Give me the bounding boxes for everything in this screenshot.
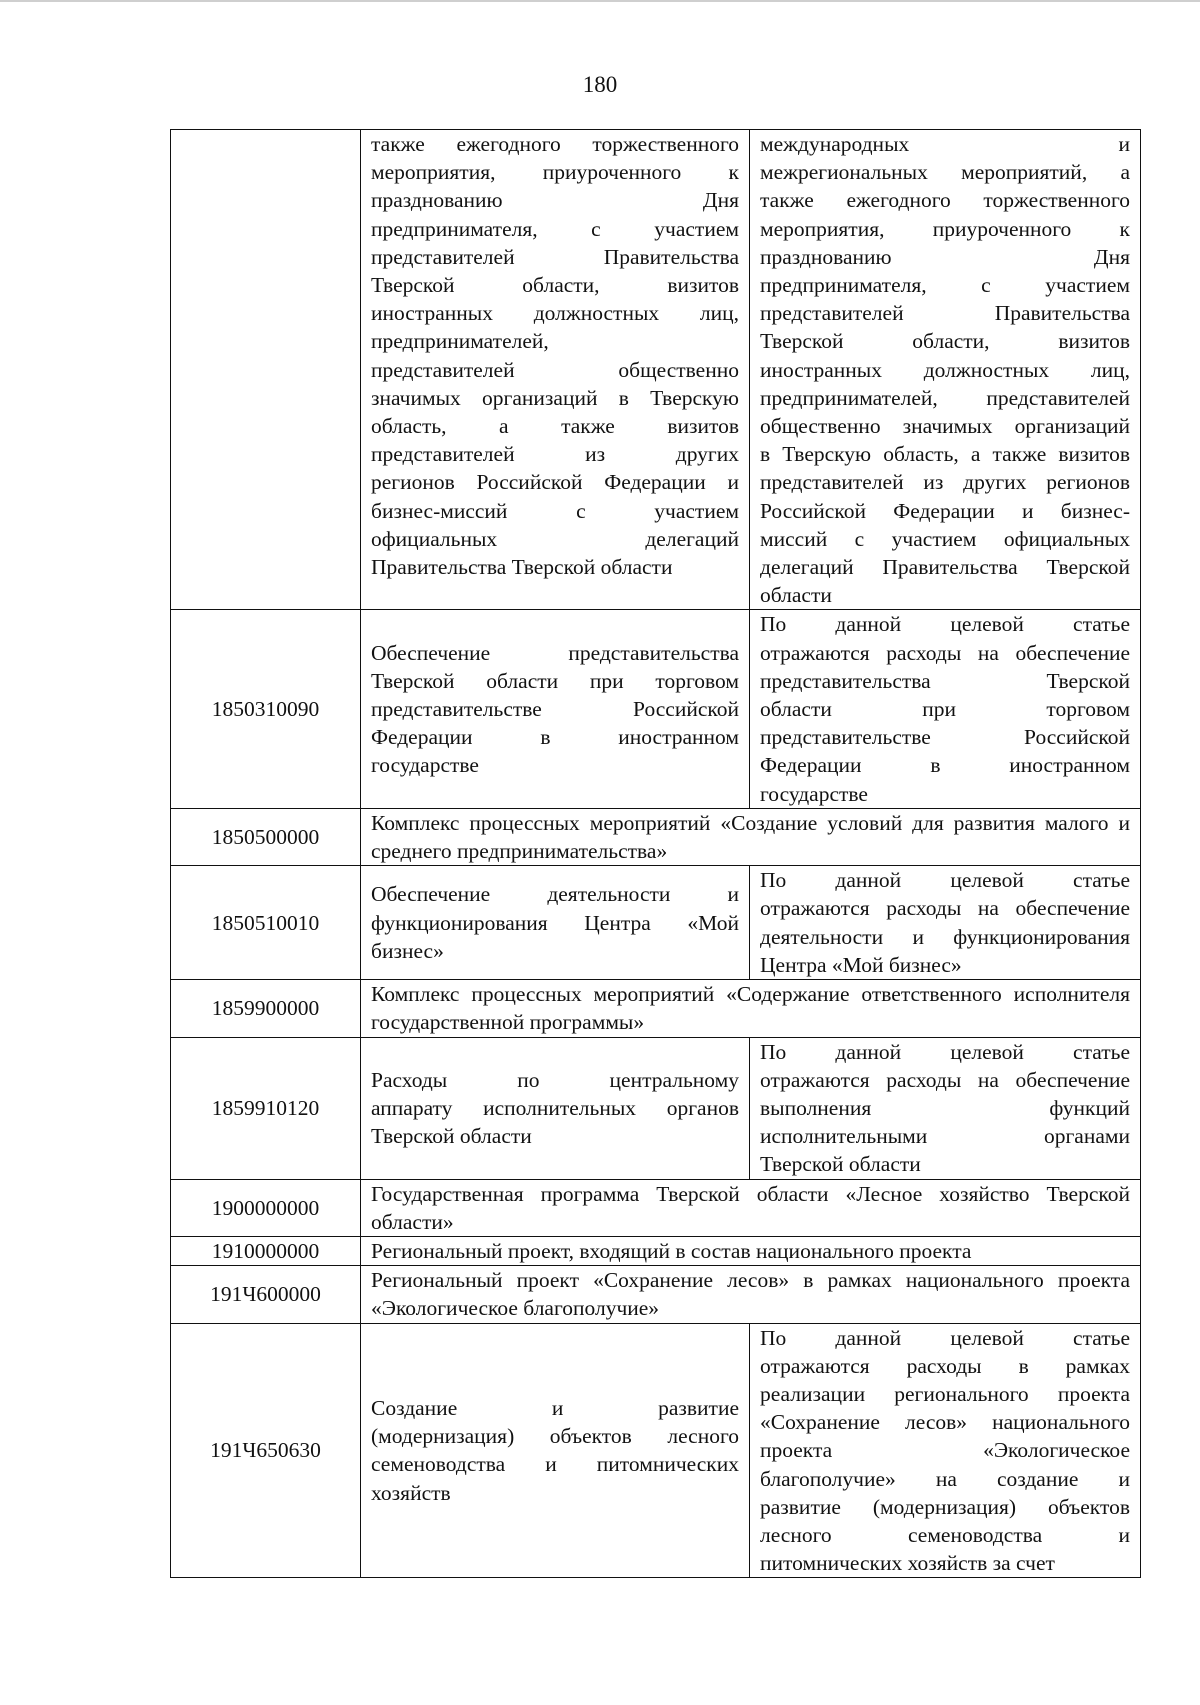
text-line: Тверской области bbox=[760, 1152, 921, 1177]
text-line: аппарату исполнительных органов bbox=[371, 1095, 739, 1120]
target-article-name bbox=[361, 1037, 750, 1179]
text-line: области при торговом bbox=[760, 697, 1130, 722]
text-line: «Сохранение лесов» национального bbox=[760, 1410, 1130, 1435]
table-row bbox=[171, 1037, 1141, 1179]
text-line: По данной целевой статье bbox=[760, 612, 1130, 637]
text-line: По данной целевой статье bbox=[760, 868, 1130, 893]
text-line: (модернизация) объектов лесного bbox=[371, 1424, 739, 1449]
text-line: исполнительными органами bbox=[760, 1124, 1130, 1149]
text-line: мероприятия, приуроченного к bbox=[760, 216, 1130, 241]
table-row bbox=[171, 610, 1141, 808]
target-article-name bbox=[361, 1323, 750, 1578]
text-line: проекта «Экологическое bbox=[760, 1438, 1130, 1463]
table-row bbox=[171, 1323, 1141, 1578]
text-line: Центра «Мой бизнес» bbox=[760, 952, 962, 977]
text-line: в Тверскую область, а также визитов bbox=[760, 442, 1130, 467]
text-line: Российской Федерации и бизнес- bbox=[760, 498, 1130, 523]
text-line: Тверской области, визитов bbox=[760, 329, 1130, 354]
text-line: Тверской области при торговом bbox=[371, 668, 739, 693]
target-article-code: 1859910120 bbox=[171, 1037, 361, 1179]
text-line: представительства Тверской bbox=[760, 668, 1130, 693]
text-line: отражаются расходы на обеспечение bbox=[760, 640, 1130, 665]
table-row bbox=[171, 1179, 1141, 1236]
text-line: иностранных должностных лиц, bbox=[760, 357, 1130, 382]
target-article-title: Региональный проект, входящий в состав национального проекта bbox=[361, 1236, 1141, 1265]
target-article-code: 1850310090 bbox=[171, 610, 361, 808]
text-line: представительстве Российской bbox=[760, 725, 1130, 750]
text-line: межрегиональных мероприятий, а bbox=[760, 160, 1130, 185]
target-article-description bbox=[750, 1323, 1141, 1578]
target-article-code: 191Ч600000 bbox=[171, 1266, 361, 1323]
table-row bbox=[171, 1266, 1141, 1323]
table-body bbox=[171, 130, 1141, 1578]
text-line: делегаций Правительства Тверской bbox=[760, 555, 1130, 580]
text-line: предпринимателей, bbox=[371, 329, 549, 354]
text-line: реализации регионального проекта bbox=[760, 1381, 1130, 1406]
target-article-code: 191Ч650630 bbox=[171, 1323, 361, 1578]
target-article-code bbox=[171, 130, 361, 610]
text-line: области bbox=[760, 583, 832, 608]
target-article-code: 1900000000 bbox=[171, 1179, 361, 1236]
text-line: хозяйств bbox=[371, 1480, 451, 1505]
text-line: Обеспечение деятельности и bbox=[371, 882, 739, 907]
text-line: бизнес» bbox=[371, 938, 444, 963]
text-line: государстве bbox=[371, 753, 479, 778]
text-line: представителей Правительства bbox=[760, 301, 1130, 326]
text-line: представителей из других регионов bbox=[760, 470, 1130, 495]
budget-classification-table bbox=[170, 129, 1141, 1578]
text-line: Создание и развитие bbox=[371, 1396, 739, 1421]
text-line: официальных делегаций bbox=[371, 526, 739, 551]
text-line: функционирования Центра «Мой bbox=[371, 910, 739, 935]
text-line: благополучие» на создание и bbox=[760, 1466, 1130, 1491]
text-line: деятельности и функционирования bbox=[760, 924, 1130, 949]
target-article-description bbox=[750, 610, 1141, 808]
text-line: празднованию Дня bbox=[371, 188, 739, 213]
text-line: предпринимателя, с участием bbox=[760, 273, 1130, 298]
target-article-description bbox=[750, 866, 1141, 980]
text-line: предпринимателя, с участием bbox=[371, 216, 739, 241]
text-line: также ежегодного торжественного bbox=[371, 132, 739, 156]
target-article-code: 1850500000 bbox=[171, 808, 361, 865]
table-row bbox=[171, 866, 1141, 980]
text-line: Обеспечение представительства bbox=[371, 640, 739, 665]
text-line: регионов Российской Федерации и bbox=[371, 470, 739, 495]
text-line: питомнических хозяйств за счет bbox=[760, 1551, 1055, 1576]
text-line: лесного семеноводства и bbox=[760, 1522, 1130, 1547]
text-line: Федерации в иностранном bbox=[760, 753, 1130, 778]
text-line: отражаются расходы в рамках bbox=[760, 1353, 1130, 1378]
text-line: представителей общественно bbox=[371, 357, 739, 382]
target-article-code: 1850510010 bbox=[171, 866, 361, 980]
text-line: представителей Правительства bbox=[371, 244, 739, 269]
text-line: предпринимателей, представителей bbox=[760, 385, 1130, 410]
text-line: представителей из других bbox=[371, 442, 739, 467]
text-line: также ежегодного торжественного bbox=[760, 188, 1130, 213]
text-line: государстве bbox=[760, 781, 868, 806]
target-article-name bbox=[361, 866, 750, 980]
table-row bbox=[171, 1236, 1141, 1265]
target-article-title: Региональный проект «Сохранение лесов» в рамках национального проекта «Экологическое благополучие» bbox=[361, 1266, 1141, 1323]
text-line: Тверской области, визитов bbox=[371, 273, 739, 298]
text-line: семеноводства и питомнических bbox=[371, 1452, 739, 1477]
text-line: Тверской области bbox=[371, 1124, 532, 1149]
text-line: выполнения функций bbox=[760, 1095, 1130, 1120]
text-line: область, а также визитов bbox=[371, 414, 739, 439]
text-line: По данной целевой статье bbox=[760, 1325, 1130, 1350]
target-article-name bbox=[361, 130, 750, 610]
text-line: отражаются расходы на обеспечение bbox=[760, 1067, 1130, 1092]
target-article-code: 1859900000 bbox=[171, 980, 361, 1037]
scan-top-edge bbox=[0, 0, 1200, 2]
text-line: иностранных должностных лиц, bbox=[371, 301, 739, 326]
target-article-description bbox=[750, 130, 1141, 610]
target-article-name bbox=[361, 610, 750, 808]
text-line: мероприятия, приуроченного к bbox=[371, 160, 739, 185]
text-line: празднованию Дня bbox=[760, 244, 1130, 269]
text-line: Федерации в иностранном bbox=[371, 725, 739, 750]
table-row bbox=[171, 808, 1141, 865]
text-line: международных и bbox=[760, 132, 1130, 156]
table-row bbox=[171, 980, 1141, 1037]
target-article-title: Комплекс процессных мероприятий «Содержание ответственного исполнителя государственной программы» bbox=[361, 980, 1141, 1037]
text-line: Расходы по центральному bbox=[371, 1067, 739, 1092]
text-line: миссий с участием официальных bbox=[760, 526, 1130, 551]
target-article-description bbox=[750, 1037, 1141, 1179]
target-article-title: Комплекс процессных мероприятий «Создание условий для развития малого и среднего предпринимательства» bbox=[361, 808, 1141, 865]
text-line: бизнес-миссий с участием bbox=[371, 498, 739, 523]
target-article-title: Государственная программа Тверской области «Лесное хозяйство Тверской области» bbox=[361, 1179, 1141, 1236]
text-line: развитие (модернизация) объектов bbox=[760, 1494, 1130, 1519]
text-line: общественно значимых организаций bbox=[760, 414, 1130, 439]
page-number: 180 bbox=[582, 72, 618, 97]
table-row bbox=[171, 130, 1141, 610]
text-line: По данной целевой статье bbox=[760, 1039, 1130, 1064]
text-line: представительстве Российской bbox=[371, 697, 739, 722]
text-line: отражаются расходы на обеспечение bbox=[760, 896, 1130, 921]
target-article-code: 1910000000 bbox=[171, 1236, 361, 1265]
text-line: Правительства Тверской области bbox=[371, 555, 673, 580]
text-line: значимых организаций в Тверскую bbox=[371, 385, 739, 410]
